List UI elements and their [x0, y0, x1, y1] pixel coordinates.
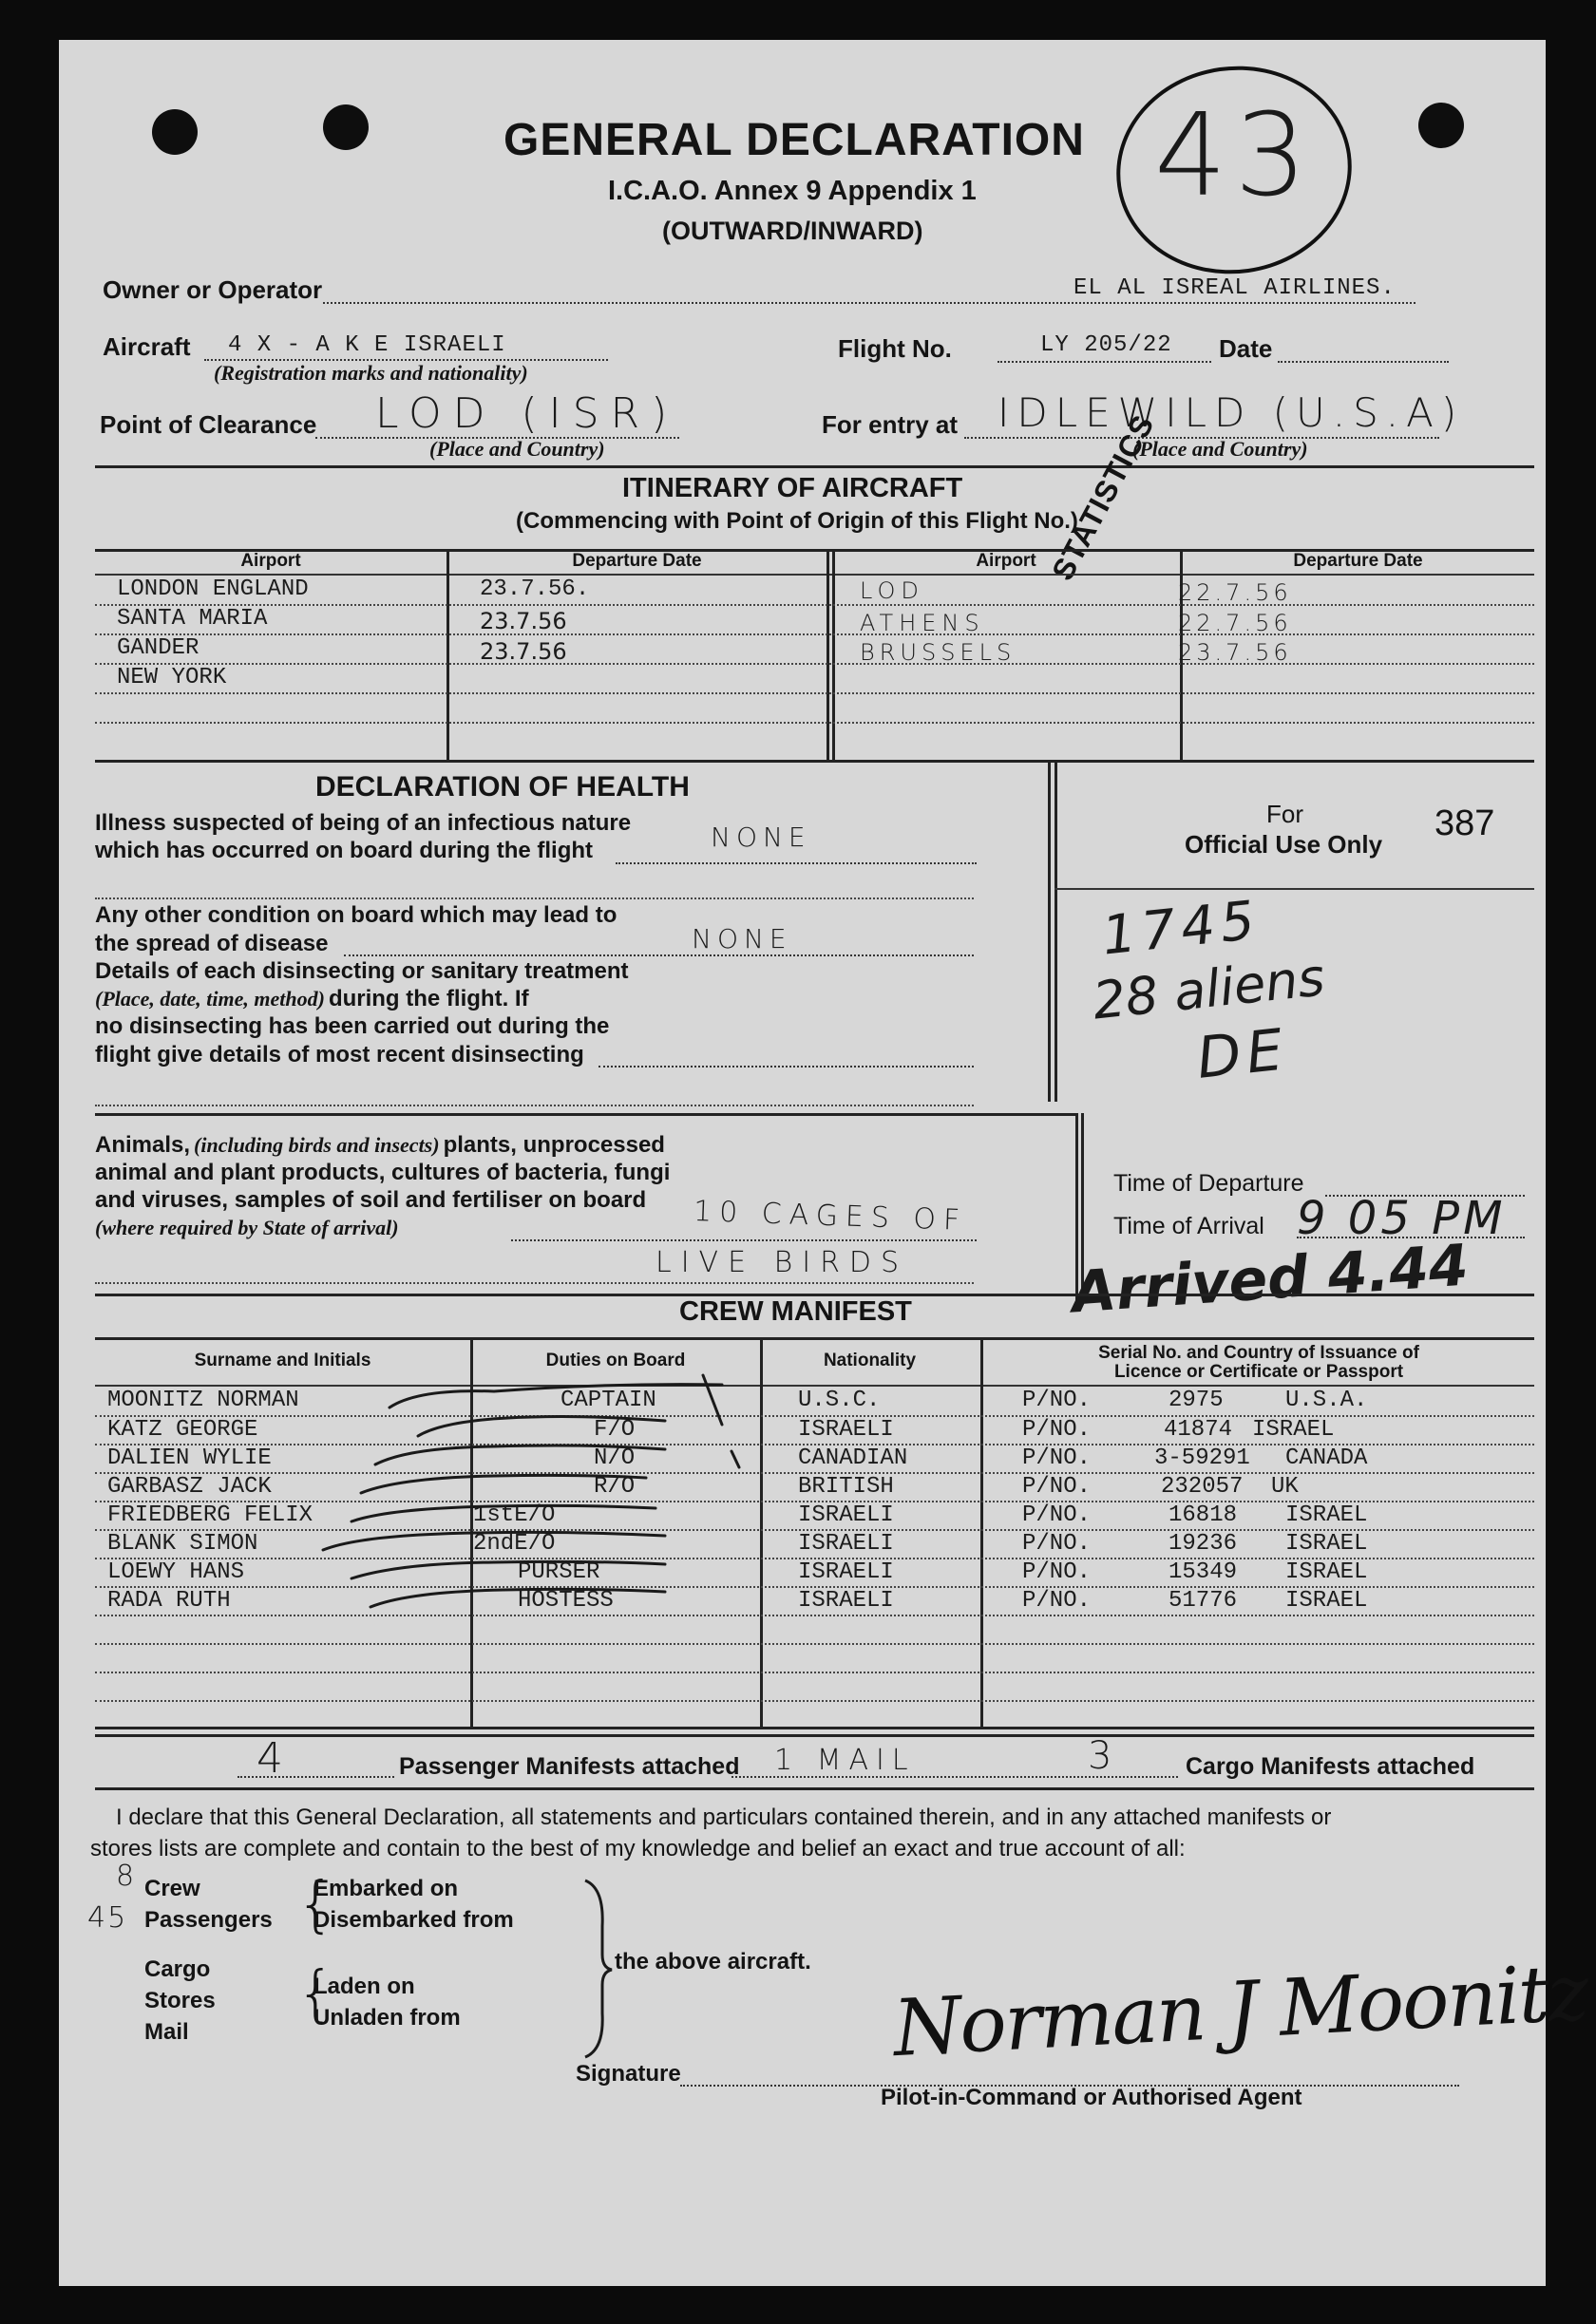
crew-name-2: KATZ GEORGE [107, 1417, 258, 1443]
crew-pno-5: P/NO. [1022, 1502, 1092, 1528]
crew-pno-2: P/NO. [1022, 1417, 1092, 1443]
animals-line4: (where required by State of arrival) [95, 1216, 399, 1239]
crew-country-8: ISRAEL [1285, 1588, 1368, 1614]
health-q3-line1: Details of each disinsecting or sanitary treatment [95, 958, 629, 984]
decl-cargo: Cargo [144, 1956, 211, 1982]
animals-answer-2: LIVE BIRDS [656, 1246, 909, 1279]
decl-stores: Stores [144, 1988, 216, 2013]
flight-value: LY 205/22 [1040, 332, 1172, 358]
brace-embarked: { [296, 1870, 335, 1940]
crew-name-8: RADA RUTH [107, 1588, 231, 1614]
itin-right-airport-2: ATHENS [860, 610, 985, 636]
itin-right-date-3: 23.7.56 [1178, 639, 1292, 666]
crew-pno-1: P/NO. [1022, 1388, 1092, 1413]
itin-left-airport-3: GANDER [117, 635, 200, 661]
decl-passengers-label: Passengers [144, 1907, 273, 1933]
page-number: 43 [1154, 90, 1315, 222]
crew-nat-8: ISRAELI [798, 1588, 894, 1614]
crew-name-4: GARBASZ JACK [107, 1474, 272, 1500]
crew-duty-1: CAPTAIN [560, 1388, 656, 1413]
crew-duty-4: R/O [594, 1474, 636, 1500]
official-number: 387 [1434, 803, 1495, 843]
health-title: DECLARATION OF HEALTH [315, 771, 690, 803]
mail-manifest: 1 MAIL [774, 1744, 916, 1777]
aircraft-value: 4 X - A K E ISRAELI [228, 332, 506, 358]
crew-name-7: LOEWY HANS [107, 1559, 245, 1585]
statistics-stamp: STATISTICS [1045, 408, 1161, 586]
crew-header-serial-line1: Serial No. and Country of Issuance of [1098, 1343, 1419, 1363]
decl-laden: Laden on [314, 1974, 415, 1999]
arrival-note: Arrived 4.44 [1070, 1232, 1471, 1327]
itin-right-date-1: 22.7.56 [1178, 579, 1292, 606]
health-a2: NONE [692, 923, 792, 954]
crew-country-2: ISRAEL [1252, 1417, 1335, 1443]
decl-unladen: Unladen from [314, 2005, 461, 2031]
crew-pno-3: P/NO. [1022, 1445, 1092, 1471]
crew-header-serial-line2: Licence or Certificate or Passport [1113, 1362, 1404, 1382]
itin-left-airport-1: LONDON ENGLAND [117, 576, 309, 602]
crew-duty-5: 1stE/O [473, 1502, 556, 1528]
animals-including: (including birds and insects) [194, 1133, 440, 1157]
crew-header-surname: Surname and Initials [194, 1351, 371, 1370]
crew-serial-3: 3-59291 [1154, 1445, 1250, 1471]
health-q3-line3: no disinsecting has been carried out during the [95, 1013, 610, 1039]
crew-country-3: CANADA [1285, 1445, 1368, 1471]
crew-country-7: ISRAEL [1285, 1559, 1368, 1585]
itin-left-date-2: 23.7.56 [480, 608, 567, 634]
signature-label: Signature [576, 2061, 681, 2087]
clearance-note: (Place and Country) [429, 437, 605, 461]
animals-line3: and viruses, samples of soil and fertiliser on board [95, 1187, 647, 1213]
form-title: GENERAL DECLARATION [504, 115, 1085, 165]
animals-plants: plants, unprocessed [443, 1132, 665, 1158]
decl-mail: Mail [144, 2019, 189, 2045]
health-q3-line4: flight give details of most recent disinsecting [95, 1042, 584, 1068]
crew-duty-7: PURSER [518, 1559, 600, 1585]
crew-header-duties: Duties on Board [545, 1351, 686, 1370]
crew-nat-5: ISRAELI [798, 1502, 894, 1528]
itinerary-title: ITINERARY OF AIRCRAFT [622, 473, 963, 503]
itin-header-airport-right: Airport [976, 551, 1036, 571]
crew-pno-6: P/NO. [1022, 1531, 1092, 1557]
declaration-line2: stores lists are complete and contain to the best of my knowledge and belief an exact and true account of all: [90, 1836, 1186, 1861]
crew-pno-4: P/NO. [1022, 1474, 1092, 1500]
cargo-manifest-label: Cargo Manifests attached [1186, 1753, 1475, 1780]
crew-name-1: MOONITZ NORMAN [107, 1388, 299, 1413]
passenger-count: 45 [87, 1901, 128, 1935]
itinerary-subtitle: (Commencing with Point of Origin of this Flight No.) [516, 508, 1078, 534]
decl-embarked: Embarked on [314, 1876, 459, 1901]
health-q1-line2: which has occurred on board during the flight [95, 838, 594, 863]
health-q2-line2: the spread of disease [95, 931, 329, 956]
itin-left-airport-2: SANTA MARIA [117, 606, 268, 632]
itin-header-date-right: Departure Date [1293, 551, 1423, 571]
crew-serial-2: 41874 [1164, 1417, 1233, 1443]
crew-country-6: ISRAEL [1285, 1531, 1368, 1557]
crew-duty-8: HOSTESS [518, 1588, 614, 1614]
brace-laden: { [296, 1959, 335, 2030]
health-q3-during: during the flight. If [328, 986, 529, 1011]
big-brace [580, 1879, 618, 2059]
arrival-label: Time of Arrival [1113, 1213, 1264, 1239]
cargo-manifest-count: 3 [1088, 1734, 1118, 1778]
owner-value: EL AL ISREAL AIRLINES. [1074, 275, 1396, 301]
aircraft-note: (Registration marks and nationality) [214, 361, 528, 385]
crew-serial-8: 51776 [1168, 1588, 1238, 1614]
signature-text: Norman J Moonitz [891, 1947, 1589, 2075]
crew-serial-6: 19236 [1168, 1531, 1238, 1557]
official-note-1: 1745 [1099, 889, 1264, 968]
crew-serial-5: 16818 [1168, 1502, 1238, 1528]
itin-right-airport-3: BRUSSELS [860, 639, 1016, 666]
official-note-2: 28 aliens [1090, 947, 1328, 1031]
crew-count: 8 [116, 1860, 137, 1893]
crew-nat-1: U.S.C. [798, 1388, 881, 1413]
crew-name-6: BLANK SIMON [107, 1531, 258, 1557]
clearance-value: LOD (ISR) [375, 389, 679, 438]
crew-duty-2: F/O [594, 1417, 636, 1443]
crew-country-1: U.S.A. [1285, 1388, 1368, 1413]
animals-answer-1: 10 CAGES OF [693, 1194, 968, 1238]
entry-note: (Place and Country) [1132, 437, 1308, 461]
crew-serial-7: 15349 [1168, 1559, 1238, 1585]
signer-label: Pilot-in-Command or Authorised Agent [881, 2085, 1302, 2110]
form-direction: (OUTWARD/INWARD) [662, 217, 923, 245]
passenger-manifest-count: 4 [256, 1734, 289, 1783]
crew-nat-4: BRITISH [798, 1474, 894, 1500]
official-label-line1: For [1266, 800, 1303, 828]
health-a1: NONE [711, 822, 811, 853]
crew-country-5: ISRAEL [1285, 1502, 1368, 1528]
crew-serial-1: 2975 [1168, 1388, 1224, 1413]
crew-nat-2: ISRAELI [798, 1417, 894, 1443]
decl-above-aircraft: the above aircraft. [615, 1949, 811, 1974]
crew-country-4: UK [1271, 1474, 1299, 1500]
health-q2-line1: Any other condition on board which may lead to [95, 902, 618, 928]
form-subtitle: I.C.A.O. Annex 9 Appendix 1 [608, 176, 977, 206]
health-q3-method: (Place, date, time, method) [95, 987, 325, 1011]
crew-header-nationality: Nationality [823, 1351, 917, 1370]
entry-value: IDLEWILD (U.S.A) [998, 389, 1465, 436]
crew-name-5: FRIEDBERG FELIX [107, 1502, 314, 1528]
itin-right-airport-1: LOD [860, 577, 924, 604]
crew-name-3: DALIEN WYLIE [107, 1445, 272, 1471]
crew-serial-4: 232057 [1161, 1474, 1244, 1500]
animals-word: Animals, [95, 1132, 191, 1158]
decl-crew-label: Crew [144, 1876, 200, 1901]
flight-label: Flight No. [838, 334, 952, 363]
crew-duty-6: 2ndE/O [473, 1531, 556, 1557]
itin-left-airport-4: NEW YORK [117, 665, 227, 690]
health-q1-line1: Illness suspected of being of an infectious nature [95, 810, 632, 836]
animals-line2: animal and plant products, cultures of bacteria, fungi [95, 1160, 671, 1185]
official-note-3: DE [1193, 1016, 1292, 1092]
itin-header-date-left: Departure Date [572, 551, 702, 571]
clearance-label: Point of Clearance [100, 410, 317, 439]
date-label: Date [1219, 334, 1273, 363]
itin-header-airport-left: Airport [240, 551, 301, 571]
aircraft-label: Aircraft [103, 332, 191, 361]
crew-duty-3: N/O [594, 1445, 636, 1471]
crew-pno-8: P/NO. [1022, 1588, 1092, 1614]
itin-right-date-2: 22.7.56 [1178, 610, 1292, 636]
crew-title: CREW MANIFEST [679, 1296, 912, 1327]
crew-pno-7: P/NO. [1022, 1559, 1092, 1585]
departure-label: Time of Departure [1113, 1170, 1304, 1197]
entry-label: For entry at [822, 410, 959, 439]
arrival-value: 9 05 PM [1297, 1192, 1507, 1245]
crew-nat-7: ISRAELI [798, 1559, 894, 1585]
declaration-line1: I declare that this General Declaration, all statements and particulars contained therein, and in any attached manifests or [116, 1804, 1332, 1830]
crew-nat-6: ISRAELI [798, 1531, 894, 1557]
passenger-manifest-label: Passenger Manifests attached [399, 1753, 740, 1780]
itin-left-date-3: 23.7.56 [480, 638, 567, 665]
official-label-line2: Official Use Only [1185, 830, 1383, 859]
decl-disembarked: Disembarked from [314, 1907, 514, 1933]
itin-left-date-1: 23.7.56. [480, 576, 590, 602]
owner-label: Owner or Operator [103, 275, 323, 304]
crew-nat-3: CANADIAN [798, 1445, 908, 1471]
